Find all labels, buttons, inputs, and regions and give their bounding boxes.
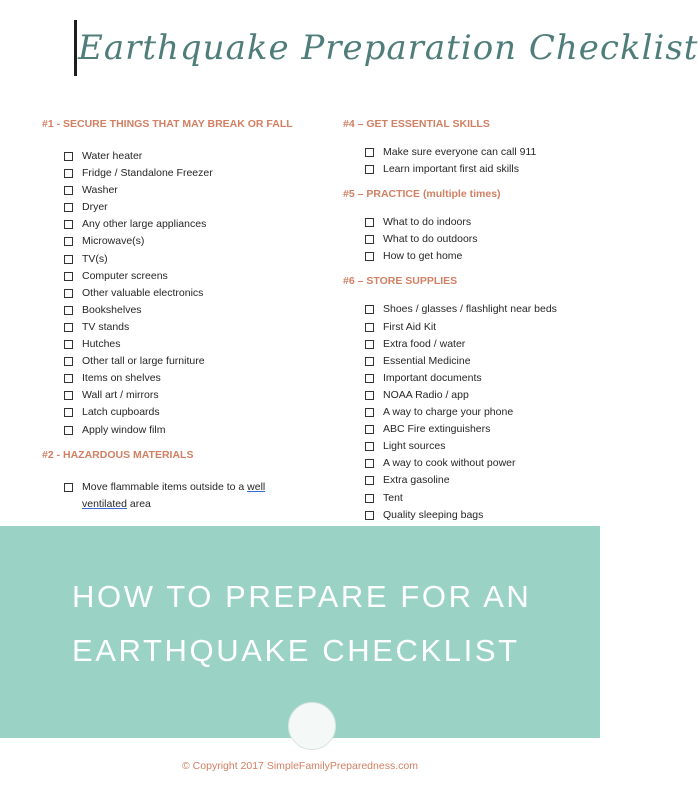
checklist-item[interactable]: TV(s) xyxy=(64,251,312,268)
section-4-list xyxy=(365,144,613,178)
checklist-item[interactable]: Essential Medicine xyxy=(365,353,613,370)
checklist-item[interactable]: Items on shelves xyxy=(64,370,312,387)
checklist-item[interactable]: First Aid Kit xyxy=(365,319,613,336)
right-column xyxy=(343,116,613,524)
title-accent-bar xyxy=(74,20,77,76)
left-column xyxy=(42,116,312,513)
checklist-item[interactable]: Important documents xyxy=(365,370,613,387)
section-1-list xyxy=(64,148,312,439)
checklist-item[interactable]: Light sources xyxy=(365,438,613,455)
checklist-item[interactable]: Any other large appliances xyxy=(64,216,312,233)
checklist-item[interactable]: Latch cupboards xyxy=(64,404,312,421)
checklist-item[interactable]: Quality sleeping bags xyxy=(365,507,613,524)
page-title: Earthquake Preparation Checklist xyxy=(78,28,698,68)
checklist-item[interactable]: TV stands xyxy=(64,319,312,336)
checklist-item[interactable]: Hutches xyxy=(64,336,312,353)
banner-title xyxy=(72,570,572,678)
checklist-item[interactable]: Extra food / water xyxy=(365,336,613,353)
checklist-item[interactable]: Computer screens xyxy=(64,268,312,285)
section-6-list xyxy=(365,301,613,523)
item-text-a: Move flammable items outside to a xyxy=(82,480,248,493)
checklist-item[interactable]: Tent xyxy=(365,490,613,507)
checklist-item[interactable]: Fridge / Standalone Freezer xyxy=(64,165,312,182)
checklist-item[interactable]: A way to cook without power xyxy=(365,455,613,472)
section-2-list xyxy=(64,479,312,513)
checklist-item[interactable]: Washer xyxy=(64,182,312,199)
section-6-heading: #6 – STORE SUPPLIES xyxy=(343,275,458,288)
section-5-heading: #5 – PRACTICE (multiple times) xyxy=(343,188,501,201)
checklist-item[interactable]: Water heater xyxy=(64,148,312,165)
site-logo xyxy=(288,702,336,750)
item-text-b: area xyxy=(126,497,151,510)
copyright-notice: © Copyright 2017 SimpleFamilyPreparedness.com xyxy=(182,760,418,772)
checklist-item[interactable]: Make sure everyone can call 911 xyxy=(365,144,613,161)
section-4-heading: #4 – GET ESSENTIAL SKILLS xyxy=(343,118,490,130)
checklist-item[interactable]: ABC Fire extinguishers xyxy=(365,421,613,438)
checklist-item[interactable] xyxy=(64,479,312,513)
checklist-item[interactable]: Extra gasoline xyxy=(365,472,613,489)
checklist-item[interactable]: Shoes / glasses / flashlight near beds xyxy=(365,301,613,318)
checklist-item[interactable]: Dryer xyxy=(64,199,312,216)
section-1-heading: #1 - SECURE THINGS THAT MAY BREAK OR FALL xyxy=(42,118,293,130)
checklist-item[interactable]: Microwave(s) xyxy=(64,233,312,250)
checklist-item[interactable]: Other valuable electronics xyxy=(64,285,312,302)
checklist-item[interactable]: Wall art / mirrors xyxy=(64,387,312,404)
checklist-item[interactable]: A way to charge your phone xyxy=(365,404,613,421)
checklist-item[interactable]: Apply window film xyxy=(64,422,312,439)
section-5-list xyxy=(365,214,613,265)
item-text-link: well ventilated xyxy=(82,480,266,510)
banner-line-1: HOW TO PREPARE FOR AN xyxy=(72,579,532,614)
checklist-item[interactable]: What to do outdoors xyxy=(365,231,613,248)
checklist-item[interactable]: How to get home xyxy=(365,248,613,265)
section-2-heading: #2 - HAZARDOUS MATERIALS xyxy=(42,448,194,461)
banner-line-2: EARTHQUAKE CHECKLIST xyxy=(72,633,520,668)
checklist-item[interactable]: What to do indoors xyxy=(365,214,613,231)
checklist-item[interactable]: Other tall or large furniture xyxy=(64,353,312,370)
checklist-item[interactable]: Bookshelves xyxy=(64,302,312,319)
checklist-item[interactable]: NOAA Radio / app xyxy=(365,387,613,404)
checklist-item[interactable]: Learn important first aid skills xyxy=(365,161,613,178)
